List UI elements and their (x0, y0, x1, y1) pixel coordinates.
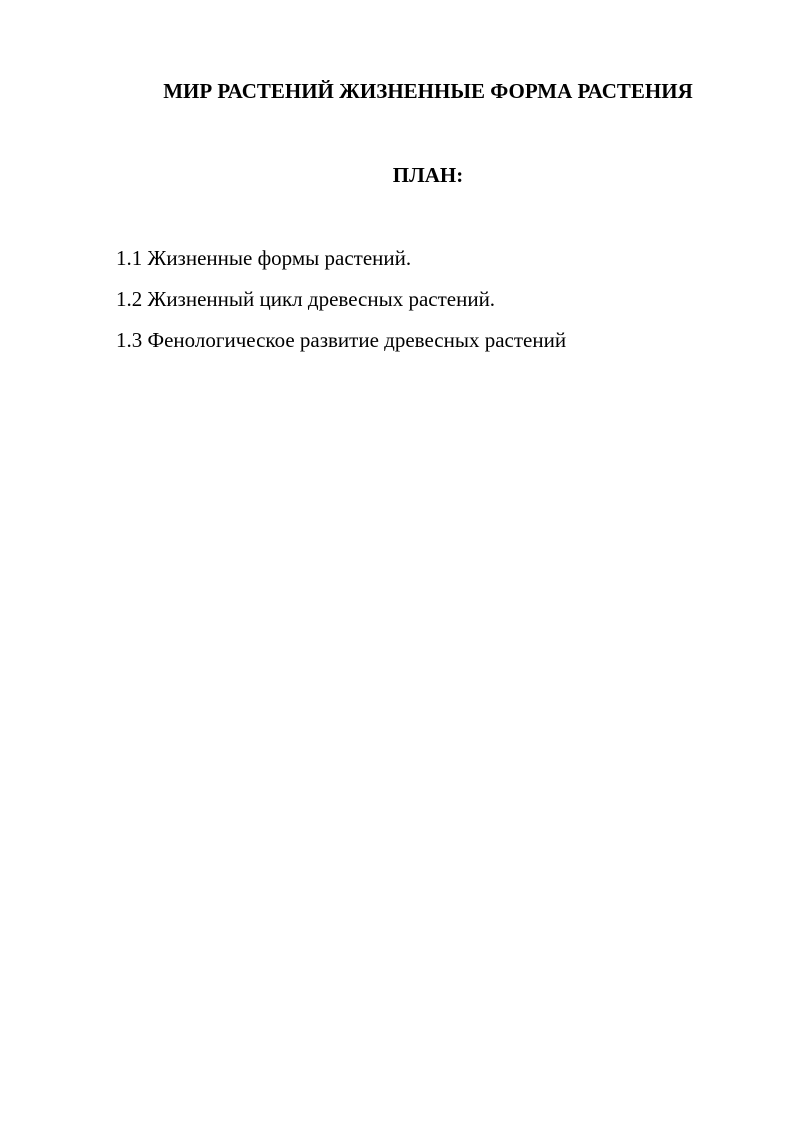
toc-item-1-3: 1.3 Фенологическое развитие древесных растений (116, 328, 567, 352)
toc-item-1-2: 1.2 Жизненный цикл древесных растений. (116, 287, 496, 311)
document-title: МИР РАСТЕНИЙ ЖИЗНЕННЫЕ ФОРМА РАСТЕНИЯ (163, 79, 693, 103)
table-of-contents (116, 243, 566, 366)
toc-item-1-1: 1.1 Жизненные формы растений. (116, 246, 412, 270)
plan-heading: ПЛАН: (392, 163, 464, 187)
